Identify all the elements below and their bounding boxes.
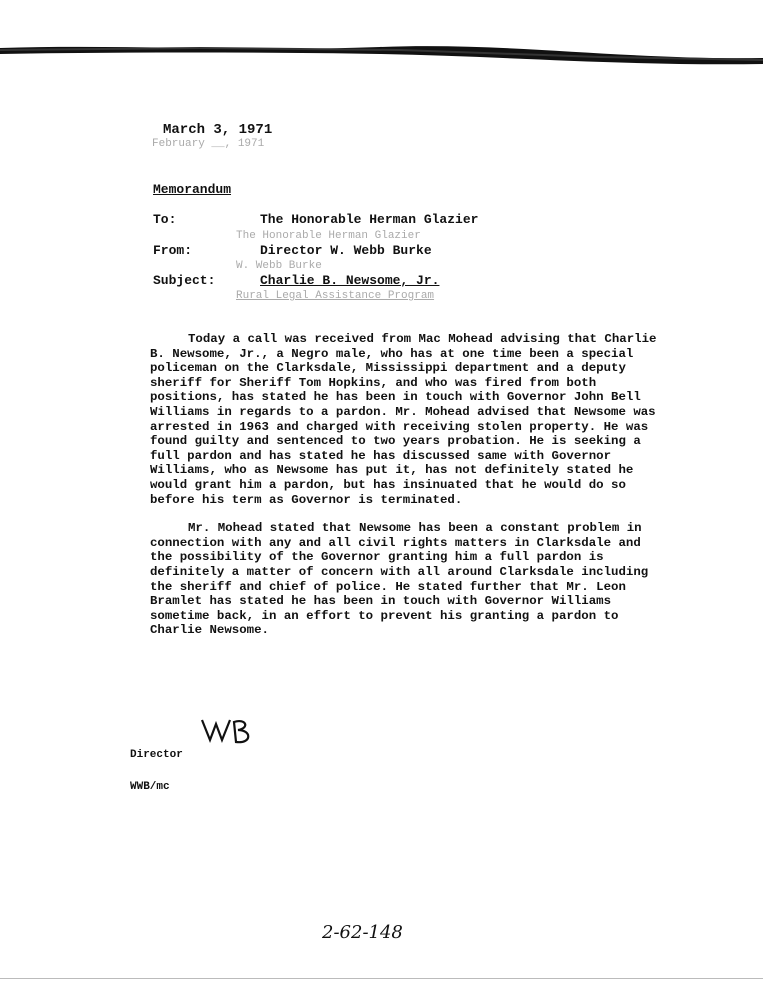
ghost-to: The Honorable Herman Glazier <box>236 230 421 242</box>
subject-value: Charlie B. Newsome, Jr. <box>260 273 440 288</box>
from-value: Director W. Webb Burke <box>260 243 432 258</box>
memo-title: Memorandum <box>153 182 232 197</box>
signature-mark <box>200 716 262 746</box>
handwritten-initials <box>200 716 262 746</box>
body-paragraph-1: Today a call was received from Mac Mohead advising that Charlie B. Newsome, Jr., a Negro male, who has at one time been a special policeman on the Clarksdale, Mississippi department and a deputy sheriff for Sheriff Tom Hopkins, and who was fired from both positions, has stated he has been in touch with Governor John Bell Williams in regards to a pardon. Mr. Mohead advised that Newsome was arrested in 1963 and charged with receiving stolen property. He was found guilty and sentenced to two years probation. He is seeking a full pardon and has stated he has discussed same with Governor Williams, who as Newsome has put it, has not definitely stated he would grant him a pardon, but has insinuated that he would do so before his term as Governor is terminated. <box>150 332 657 507</box>
footer-initials <box>130 780 650 795</box>
typist-initials: WWB/mc <box>130 781 170 793</box>
ghost-from: W. Webb Burke <box>236 260 322 272</box>
footer-director <box>130 748 650 763</box>
body-paragraph-2: Mr. Mohead stated that Newsome has been a constant problem in connection with any and all civil rights matters in Clarksdale and the possibility of the Governor granting him a full pardon is definitely a matter of concern with all around Clarksdale including the sheriff and chief of police. He stated further that Mr. Leon Bramlet has stated he has been in touch with Governor Williams sometime back, in an effort to prevent his granting a pardon to Charlie Newsome. <box>150 521 649 638</box>
memo-date: March 3, 1971 <box>163 122 273 138</box>
director-word: Director <box>130 749 183 761</box>
subject-label: Subject: <box>153 273 216 288</box>
from-label: From: <box>153 243 193 258</box>
to-value: The Honorable Herman Glazier <box>260 212 479 227</box>
file-number: 2-62-148 <box>322 922 403 943</box>
to-label: To: <box>153 212 177 227</box>
scan-artifact-bar <box>0 38 763 78</box>
ghost-date: February __, 1971 <box>152 138 265 150</box>
memo-body <box>150 332 670 638</box>
ghost-subject: Rural Legal Assistance Program <box>236 290 435 302</box>
bottom-scan-edge <box>0 978 763 979</box>
